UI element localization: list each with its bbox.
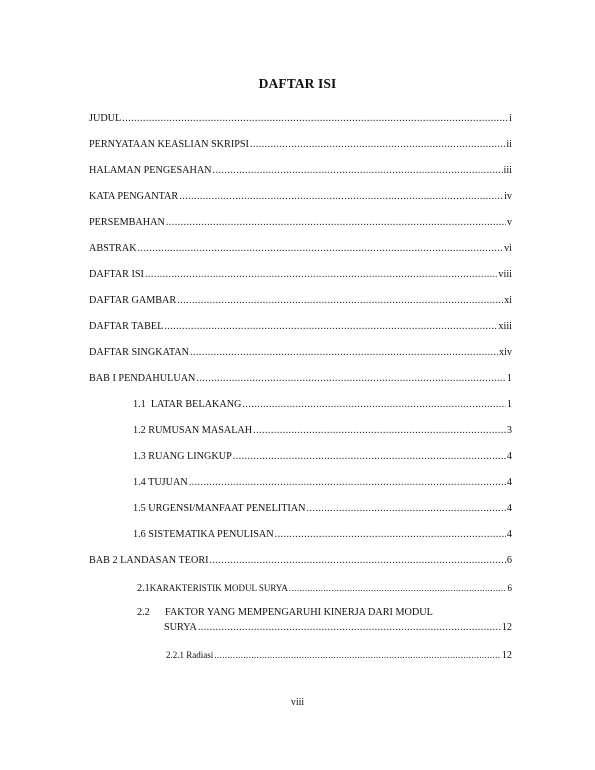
leader-dots [177,295,503,307]
toc-entry-page: 1 [506,373,512,384]
toc-entry-label: KARAKTERISTIK MODUL SURYA [149,583,288,593]
toc-entry-label: HALAMAN PENGESAHAN [89,165,212,176]
toc-entry-pernyataan[interactable] [89,139,512,151]
toc-entry-label: BAB 2 LANDASAN TEORI [89,555,209,566]
page-title: DAFTAR ISI [258,76,337,91]
toc-entry-persembahan[interactable] [89,217,512,229]
toc-entry-page: iii [503,165,512,176]
toc-entry-label: DAFTAR SINGKATAN [89,347,189,358]
toc-entry-label: JUDUL [89,113,122,124]
toc-entry-bab-1[interactable] [89,373,512,385]
toc-entry-page: 3 [506,425,512,436]
leader-dots [233,451,506,463]
leader-dots [145,269,497,281]
toc-entry-label: 1.4 TUJUAN [133,477,188,488]
toc-entry-label: DAFTAR ISI [89,269,144,280]
leader-dots [242,399,505,411]
toc-entry-label: KATA PENGANTAR [89,191,179,202]
toc-entry-label: DAFTAR TABEL [89,321,164,332]
leader-dots [289,582,507,594]
toc-entry-page: 4 [506,529,512,540]
toc-entry-label: BAB I PENDAHULUAN [89,373,196,384]
toc-entry-label: FAKTOR YANG MEMPENGARUHI KINERJA DARI MODUL [165,607,433,618]
toc-entry-label: ABSTRAK [89,243,137,254]
leader-dots [190,347,498,359]
toc-entry-page: 1 [506,399,512,410]
leader-dots [275,529,506,541]
leader-dots [179,191,503,203]
toc-entry-label: 1.2 RUMUSAN MASALAH [133,425,253,436]
toc-entry-page: v [506,217,512,228]
leader-dots [250,139,505,151]
toc-entry-page: viii [498,269,512,280]
toc-entry-2-1[interactable] [137,582,512,595]
leader-dots [138,243,504,255]
toc-entry-abstrak[interactable] [89,243,512,255]
toc-entry-1-1[interactable] [133,399,512,411]
toc-entry-page: 12 [501,650,512,661]
toc-entry-page: 4 [506,477,512,488]
toc-entry-label: DAFTAR GAMBAR [89,295,177,306]
leader-dots [164,321,497,333]
leader-dots [198,622,501,634]
toc-entry-page: xiv [498,347,512,358]
toc-entry-page: ii [506,139,512,150]
toc-entry-label: 1.5 URGENSI/MANFAAT PENELITIAN [133,503,306,514]
toc-entry-daftar-isi[interactable] [89,269,512,281]
toc-entry-label: 1.1 LATAR BELAKANG [133,399,242,410]
toc-entry-pengesahan[interactable] [89,165,512,177]
toc-entry-2-2-first-line[interactable] [137,607,433,618]
leader-dots [210,555,506,567]
leader-dots [253,425,506,437]
leader-dots [196,373,506,385]
toc-entry-1-5[interactable] [133,503,512,515]
toc-entry-daftar-tabel[interactable] [89,321,512,333]
toc-entry-bab-2[interactable] [89,555,512,567]
leader-dots [214,649,501,661]
toc-entry-page: iv [504,191,512,202]
toc-entry-page: xiii [498,321,512,332]
toc-entry-judul[interactable] [89,113,512,125]
toc-entry-page: i [509,113,512,124]
leader-dots [189,477,506,489]
toc-entry-page: 4 [506,503,512,514]
toc-entry-2-2[interactable] [164,622,512,634]
toc-entry-2-2-1[interactable] [166,649,512,662]
toc-entry-label-continued: SURYA [164,622,197,633]
toc-entry-page: vi [504,243,512,254]
toc-entry-number: 2.2 [137,607,150,618]
toc-entry-page: 6 [507,583,512,593]
toc-entry-1-6[interactable] [133,529,512,541]
toc-entry-daftar-gambar[interactable] [89,295,512,307]
toc-entry-1-3[interactable] [133,451,512,463]
toc-entry-page: xi [504,295,512,306]
toc-entry-1-2[interactable] [133,425,512,437]
leader-dots [166,217,506,229]
toc-entry-kata-pengantar[interactable] [89,191,512,203]
toc-entry-label: 1.3 RUANG LINGKUP [133,451,232,462]
toc-entry-1-4[interactable] [133,477,512,489]
toc-entry-label: PERNYATAAN KEASLIAN SKRIPSI [89,139,249,150]
leader-dots [213,165,503,177]
toc-entry-page: 12 [501,622,512,633]
toc-entry-label: 1.6 SISTEMATIKA PENULISAN [133,529,274,540]
toc-entry-page: 4 [506,451,512,462]
toc-entry-number: 2.1 [137,583,150,594]
toc-entry-label: PERSEMBAHAN [89,217,165,228]
toc-entry-daftar-singkatan[interactable] [89,347,512,359]
toc-entry-label: 2.2.1 Radiasi [166,650,214,660]
page-number-footer: viii [290,697,305,708]
toc-entry-page: 6 [506,555,512,566]
leader-dots [122,113,508,125]
leader-dots [307,503,506,515]
